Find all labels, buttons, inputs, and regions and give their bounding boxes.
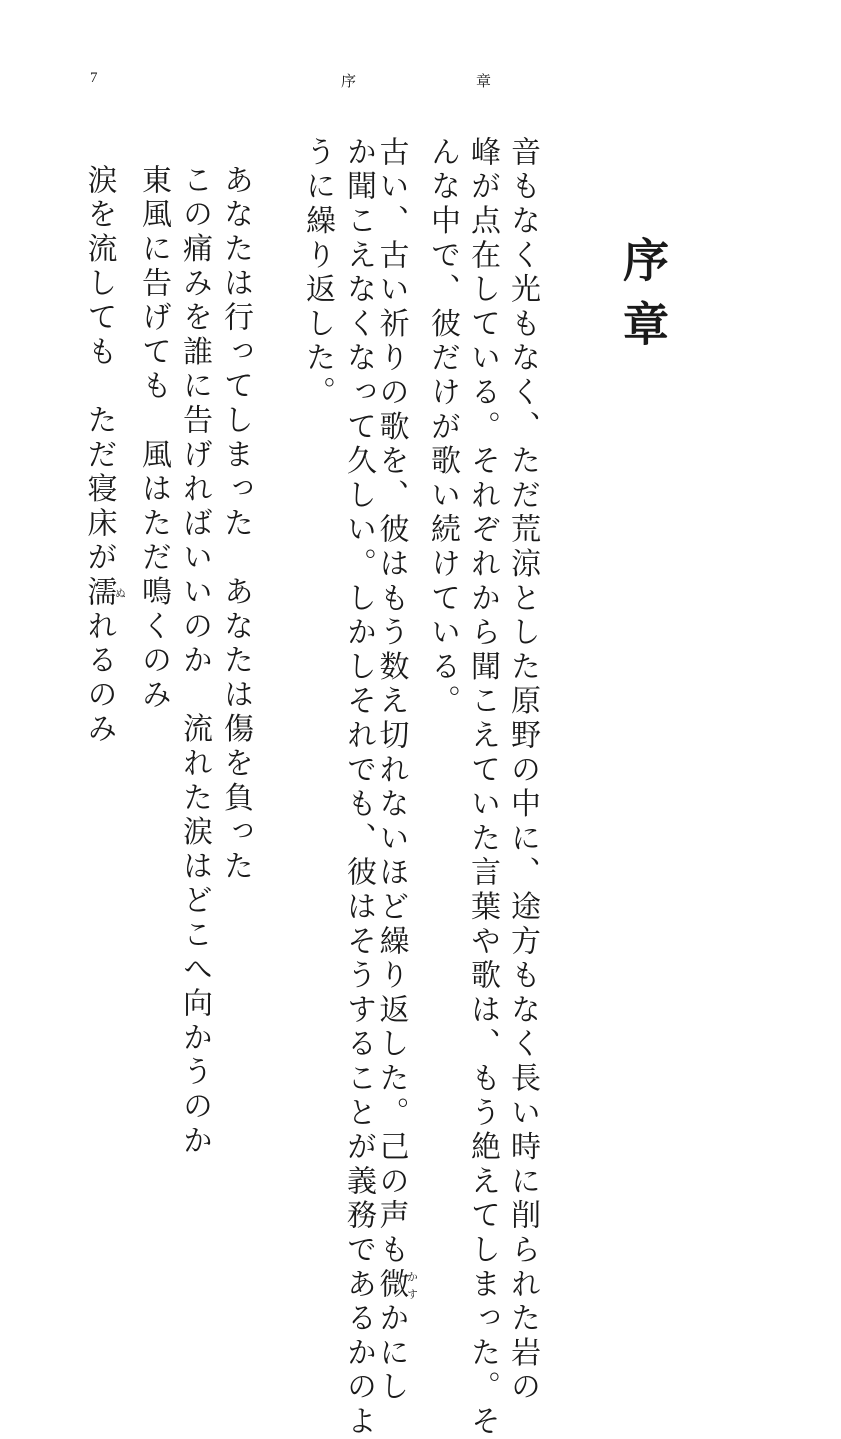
prose-line-3: んな中で、彼だけが歌い続けている。 — [425, 136, 460, 720]
prose-line-2: 峰が点在している。それぞれから聞こえていた言葉や歌は、もう絶えてしまった。そ — [465, 136, 500, 1439]
ruby-reading-kasu: かす — [405, 1267, 419, 1303]
poem-line-4-start: 涙を流しても ただ寝床が — [81, 164, 117, 576]
prose-line-4 — [373, 136, 419, 1406]
prose-line-5: か聞こえなくなって久しい。しかしそれでも、彼はそうすることが義務であるかのよ — [341, 136, 376, 1439]
ruby-nu — [81, 575, 127, 610]
chapter-title: 序章 — [616, 236, 670, 364]
running-head-char-1: 序 — [341, 72, 357, 90]
poem-line-2: この痛みを誰に告げればいいのか 流れた涙はどこへ向かうのか — [177, 164, 212, 1159]
poem-line-4 — [81, 164, 127, 748]
prose-line-6: うに繰り返した。 — [300, 136, 335, 411]
ruby-base-kasu: 微 — [373, 1267, 409, 1303]
prose-line-1: 音もなく光もなく、ただ荒涼とした原野の中に、途方もなく長い時に削られた岩の — [505, 136, 540, 1406]
prose-line-4-text: 古い、古い祈りの歌を、彼はもう数え切れないほど繰り返した。己の声も — [373, 136, 409, 1268]
poem-line-4-end: れるのみ — [81, 609, 117, 748]
running-head-char-2: 章 — [476, 72, 492, 90]
ruby-reading-nu: ぬ — [113, 575, 127, 610]
page-number: 7 — [90, 70, 98, 86]
poem-line-1: あなたは行ってしまった あなたは傷を負った — [218, 164, 253, 885]
ruby-kasu — [373, 1267, 419, 1303]
poem-line-3: 東風に告げても 風はただ鳴くのみ — [136, 164, 171, 713]
prose-line-4-end: かにし — [373, 1302, 409, 1406]
ruby-base-nu: 濡 — [81, 575, 117, 610]
